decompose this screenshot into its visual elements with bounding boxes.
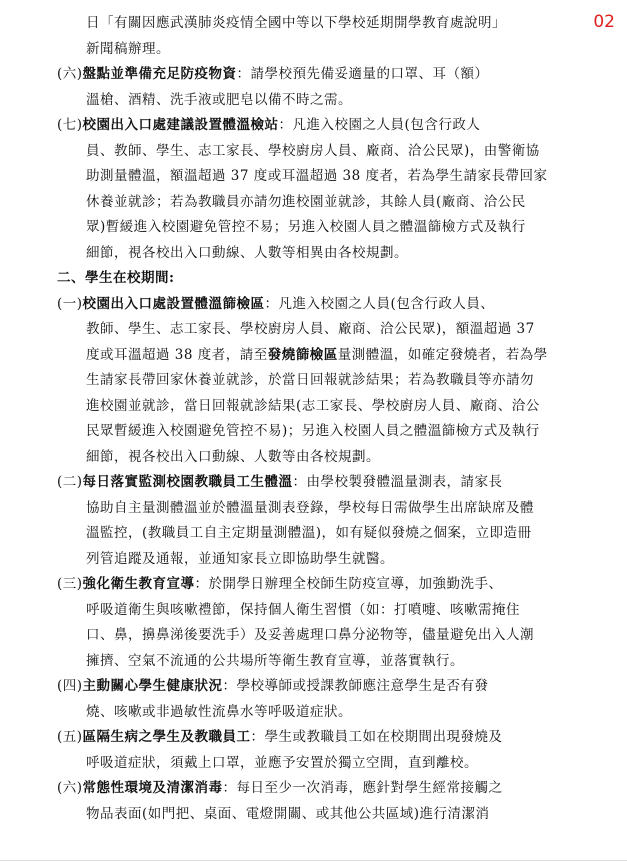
body-text: 休養並就診；若為教職員亦請勿進校園並就診，其餘人員(廠商、洽公民 [86, 193, 526, 210]
text-line [86, 499, 627, 517]
text-line [86, 601, 627, 619]
text-line [86, 218, 627, 236]
bold-heading-text: 區隔生病之學生及教職員工 [82, 729, 251, 745]
list-item-start [57, 677, 627, 695]
body-text: 教師、學生、志工家長、學校廚房人員、廠商、洽公民眾)，額溫超過 37 [86, 321, 535, 337]
body-text: (六) [57, 66, 83, 82]
body-text: 燒、咳嗽或非過敏性流鼻水等呼吸道症狀。 [86, 703, 352, 720]
body-text: (四) [57, 678, 83, 694]
body-text: ：每日至少一次消毒，應針對學生經常接觸之 [222, 780, 503, 796]
text-line [86, 167, 627, 185]
list-item-start [57, 65, 627, 83]
text-line [86, 14, 627, 32]
list-item-start [57, 473, 627, 491]
body-text: ：由學校製發體溫量測表，請家長 [292, 474, 503, 490]
body-text: 助測量體溫，額溫超過 37 度或耳溫超過 38 度者，若為學生請家長帶回家 [86, 168, 548, 184]
text-line [86, 703, 627, 721]
bold-heading-text: 二、學生在校期間: [57, 270, 175, 286]
body-text: (五) [57, 729, 83, 745]
body-text: 員、教師、學生、志工家長、學校廚房人員、廠商、洽公民眾)，由警衛協 [86, 142, 540, 159]
body-text: (一) [57, 295, 83, 312]
body-text: 民眾暫緩進入校園避免管控不易)；另進入校園人員之體溫篩檢方式及執行 [86, 423, 540, 439]
body-text: (七) [57, 117, 83, 133]
bold-heading-text: 發燒篩檢區 [267, 346, 338, 363]
bold-heading-text: 強化衛生教育宣導 [82, 576, 195, 592]
body-text: 口、鼻，擤鼻涕後要洗手）及妥善處理口鼻分泌物等，儘量避免出入人潮 [86, 627, 534, 643]
body-text: 呼吸道衛生與咳嗽禮節，保持個人衛生習慣（如：打噴嚏、咳嗽需掩住 [86, 601, 520, 618]
body-text: ：學校導師或授課教師應注意學生是否有發 [222, 678, 489, 694]
bold-heading-text: 盤點並準備充足防疫物資 [82, 66, 237, 82]
list-item-start [57, 779, 627, 797]
body-text: ：於開學日辦理全校師生防疫宣導，加強勤洗手、 [194, 576, 503, 592]
text-line [86, 397, 627, 415]
body-text: 量測體溫，如確定發燒者，若為學 [337, 346, 548, 363]
body-text: 生請家長帶回家休養並就診，於當日回報就診結果；若為教職員等亦請勿 [86, 372, 534, 388]
bold-heading-text: 主動關心學生健康狀況 [82, 678, 223, 694]
bold-heading-text: 校園出入口處設置體溫篩檢區 [82, 295, 265, 312]
text-line [86, 142, 627, 160]
body-text: ：請學校預先備妥適量的口罩、耳（額） [236, 66, 489, 82]
text-line [86, 244, 627, 262]
body-text: 細節，視各校出入口動線、人數等相異由各校規劃。 [86, 244, 408, 261]
section-heading [57, 269, 627, 287]
body-text: (三) [57, 576, 83, 592]
body-text: 物品表面(如門把、桌面、電燈開關、或其他公共區域)進行清潔消 [86, 805, 490, 822]
body-text: (二) [57, 474, 83, 490]
body-text: ：凡進入校園之人員(包含行政人 [278, 117, 481, 133]
body-text: 溫監控，(教職員工自主定期量測體溫)，如有疑似發燒之個案，立即造冊 [86, 525, 532, 541]
list-item-start [57, 295, 627, 313]
body-text: 細節，視各校出入口動線、人數等由各校規劃。 [86, 448, 380, 465]
list-item-start [57, 728, 627, 746]
list-item-start [57, 116, 627, 134]
body-text: 溫槍、酒精、洗手液或肥皂以備不時之需。 [86, 91, 352, 108]
text-line [86, 550, 627, 568]
text-line [86, 754, 627, 772]
text-line [86, 448, 627, 466]
bold-heading-text: 校園出入口處建議設置體溫檢站 [82, 117, 279, 133]
body-text: ：學生或教職員工如在校期間出現發燒及 [250, 729, 503, 745]
text-line [86, 40, 627, 58]
text-line [86, 805, 627, 823]
body-text: 度或耳溫超過 38 度者，請至 [86, 346, 268, 363]
bold-heading-text: 常態性環境及清潔消毒 [82, 780, 223, 796]
list-item-start [57, 575, 627, 593]
body-text: 擁擠、空氣不流通的公共場所等衛生教育宣導，並落實執行。 [86, 652, 464, 669]
text-line [86, 346, 627, 364]
text-line [86, 524, 627, 542]
text-line [86, 626, 627, 644]
body-text: 呼吸道症狀，須戴上口罩，並應予安置於獨立空間，直到離校。 [86, 754, 478, 771]
text-line [86, 371, 627, 389]
text-line [86, 320, 627, 338]
text-line [86, 193, 627, 211]
body-text: 新聞稿辦理。 [86, 40, 170, 57]
body-text: ：凡進入校園之人員(包含行政人員、 [264, 295, 495, 312]
body-text: 進校園並就診，當日回報就診結果(志工家長、學校廚房人員、廠商、洽公 [86, 397, 540, 414]
body-text: 眾)暫緩進入校園避免管控不易；另進入校園人員之體溫篩檢方式及執行 [86, 219, 526, 235]
text-line [86, 422, 627, 440]
body-text: (六) [57, 780, 83, 796]
text-line [86, 91, 627, 109]
page-number: 02 [593, 12, 615, 32]
text-line [86, 652, 627, 670]
bold-heading-text: 每日落實監測校園教職員工生體溫 [82, 474, 293, 490]
body-text: 列管追蹤及通報，並通知家長立即協助學生就醫。 [86, 550, 394, 567]
body-text: 協助自主量測體溫並於體溫量測表登錄，學校每日需做學生出席缺席及體 [86, 499, 534, 516]
body-text: 日「有關因應武漢肺炎疫情全國中等以下學校延期開學教育處說明」 [86, 15, 506, 31]
